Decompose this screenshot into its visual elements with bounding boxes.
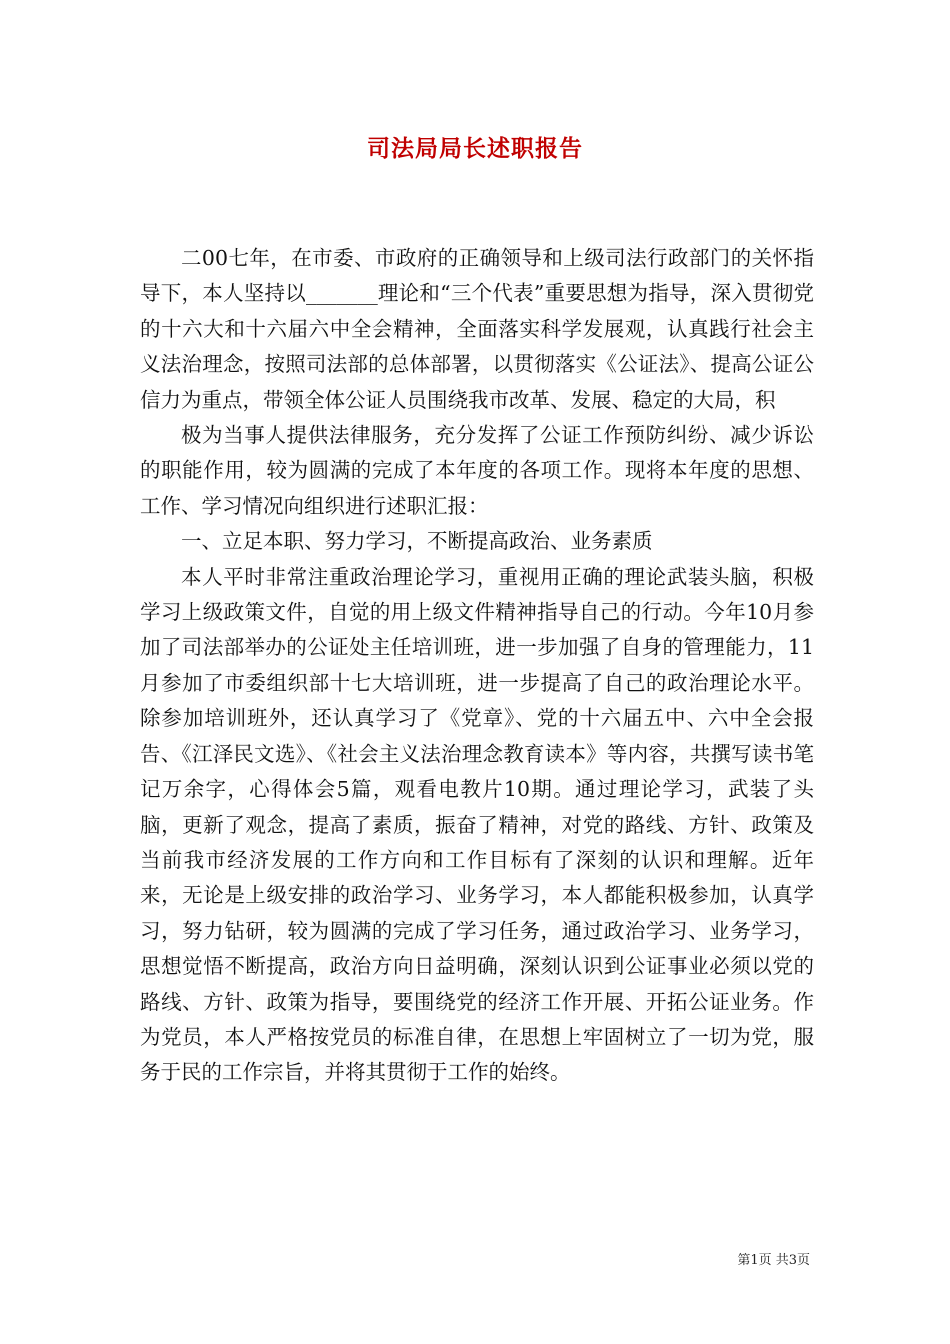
paragraph-study: 本人平时非常注重政治理论学习，重视用正确的理论武装头脑，积极学习上级政策文件，自觉的用上级文件精神指导自己的行动。今年10月参加了司法部举办的公证处主任培训班，进一步加强了自身的管理能力，11月参加了市委组织部十七大培训班，进一步提高了自己的政治理论水平。除参加培训班外，还认真学习了《党章》、党的十六届五中、六中全会报告、《江泽民文选》、《社会主义法治理念教育读本》等内容，共撰写读书笔记万余字，心得体会5篇，观看电教片10期。通过理论学习，武装了头脑，更新了观念，提高了素质，振奋了精神，对党的路线、方针、政策及当前我市经济发展的工作方向和工作目标有了深刻的认识和理解。近年来，无论是上级安排的政治学习、业务学习，本人都能积极参加，认真学习，努力钻研，较为圆满的完成了学习任务，通过政治学习、业务学习，思想觉悟不断提高，政治方向日益明确，深刻认识到公证事业必须以党的路线、方针、政策为指导，要围绕党的经济工作开展、开拓公证业务。作为党员，本人严格按党员的标准自律，在思想上牢固树立了一切为党，服务于民的工作宗旨，并将其贯彻于工作的始终。 — [140, 564, 814, 1085]
paragraph-intro: 二00七年，在市委、市政府的正确领导和上级司法行政部门的关怀指导下，本人坚持以_______理论和“三个代表”重要思想为指导，深入贯彻党的十六大和十六届六中全会精神，全面落实科学发展观，认真践行社会主义法治理念，按照司法部的总体部署，以贯彻落实《公证法》、提高公证公信力为重点，带领全体公证人员围绕我市改革、发展、稳定的大局，积 — [140, 246, 814, 412]
document-body — [140, 241, 814, 1091]
paragraph-intro-continued: 极为当事人提供法律服务，充分发挥了公证工作预防纠纷、减少诉讼的职能作用，较为圆满的完成了本年度的各项工作。现将本年度的思想、工作、学习情况向组织进行述职汇报： — [140, 423, 814, 518]
page-title: 司法局局长述职报告 — [367, 135, 583, 162]
section-heading-1: 一、立足本职、努力学习，不断提高政治、业务素质 — [181, 529, 653, 554]
page-number-footer: 第1页 共3页 — [737, 1253, 810, 1268]
